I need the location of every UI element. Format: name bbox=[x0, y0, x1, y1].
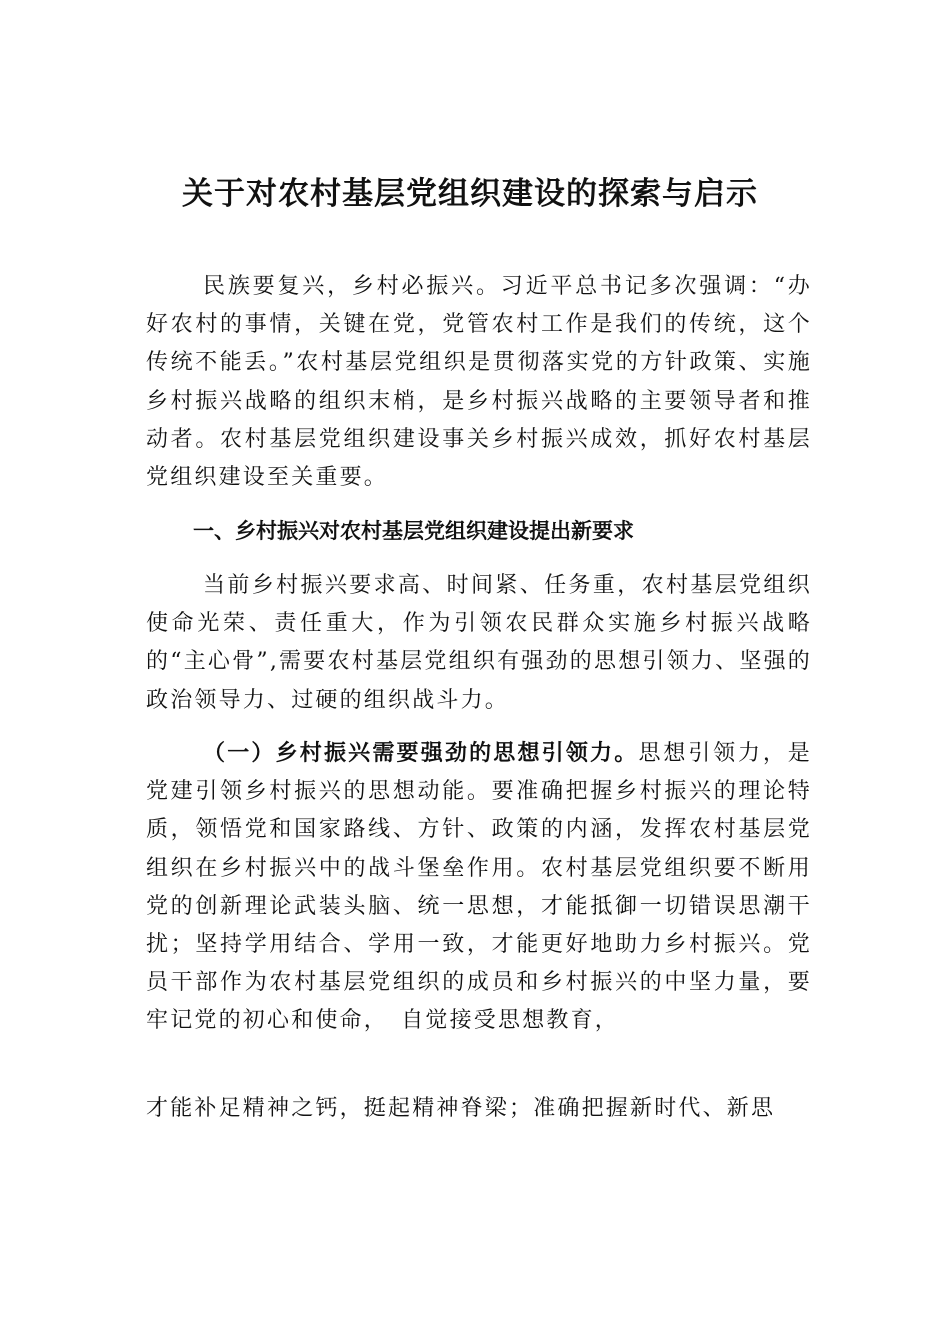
paragraph-continuation: 才能补足精神之钙，挺起精神脊梁；准确把握新时代、新思 bbox=[146, 1096, 776, 1121]
document-title: 关于对农村基层党组织建设的探索与启示 bbox=[182, 176, 758, 212]
paragraph-subsection-1 bbox=[146, 735, 812, 1041]
subsection-heading-1: （一）乡村振兴需要强劲的思想引领力。 bbox=[203, 741, 639, 766]
paragraph-requirements: 当前乡村振兴要求高、时间紧、任务重，农村基层党组织使命光荣、责任重大，作为引领农民群众实施乡村振兴战略的“主心骨”,需要农村基层党组织有强劲的思想引领力、坚强的政治领导力、过硬的组织战斗力。 bbox=[146, 573, 812, 713]
subsection-body-1: 思想引领力，是党建引领乡村振兴的思想动能。要准确把握乡村振兴的理论特质，领悟党和国家路线、方针、政策的内涵，发挥农村基层党组织在乡村振兴中的战斗堡垒作用。农村基层党组织要不断用党的创新理论武装头脑、统一思想，才能抵御一切错误思潮干扰；坚持学用结合、学用一致，才能更好地助力乡村振兴。党员干部作为农村基层党组织的成员和乡村振兴的中坚力量，要牢记党的初心和使命， 自觉接受思想教育， bbox=[146, 741, 812, 1034]
paragraph-intro: 民族要复兴，乡村必振兴。习近平总书记多次强调：“办好农村的事情，关键在党，党管农村工作是我们的传统，这个传统不能丢。”农村基层党组织是贯彻落实党的方针政策、实施乡村振兴战略的组织末梢，是乡村振兴战略的主要领导者和推动者。农村基层党组织建设事关乡村振兴成效，抓好农村基层党组织建设至关重要。 bbox=[146, 274, 812, 491]
section-heading-1: 一、乡村振兴对农村基层党组织建设提出新要求 bbox=[193, 519, 634, 543]
